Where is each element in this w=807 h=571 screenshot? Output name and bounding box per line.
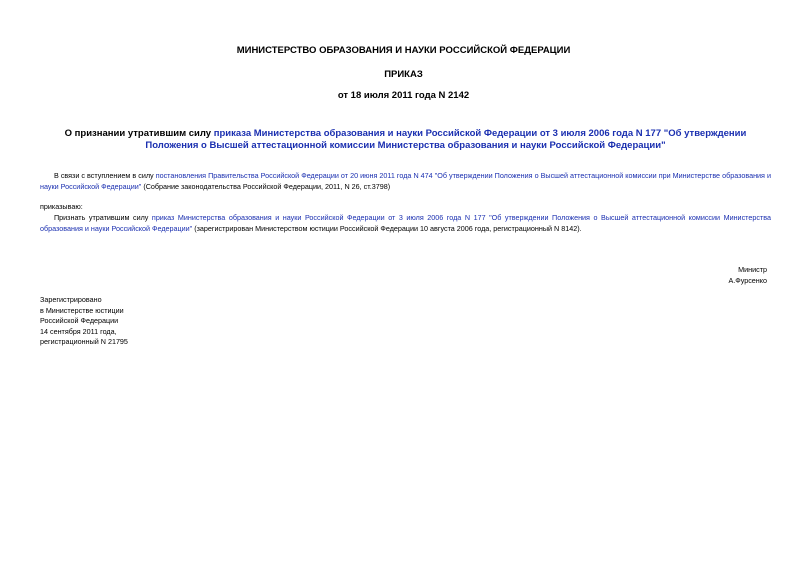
paragraph-basis-suffix: (Собрание законодательства Российской Федерации, 2011, N 26, ст.3798): [141, 182, 391, 191]
paragraph-basis: [40, 170, 771, 192]
paragraph-basis-prefix: В связи с вступлением в силу: [54, 171, 156, 180]
paragraph-order: [40, 212, 771, 234]
ministry-heading: МИНИСТЕРСТВО ОБРАЗОВАНИЯ И НАУКИ РОССИЙСКОЙ ФЕДЕРАЦИИ: [236, 45, 571, 56]
document-type: ПРИКАЗ: [384, 69, 423, 80]
signature-position: Министр: [738, 265, 767, 274]
signature-name: А.Фурсенко: [728, 276, 767, 285]
registration-line-4: 14 сентября 2011 года,: [40, 326, 117, 336]
registration-line-5: регистрационный N 21795: [40, 337, 128, 346]
government-decree-link[interactable]: постановления Правительства Российской Федерации от 20 июня 2011 года N 474 "Об утверждении Положения о Высшей аттестационной комиссии при Министерстве образования и науки Российской Федерации": [40, 171, 771, 191]
title-prefix: О признании утратившим силу: [64, 128, 214, 139]
paragraph-order-suffix: (зарегистрирован Министерством юстиции Российской Федерации 10 августа 2006 года, регистрационный N 8142).: [192, 224, 582, 233]
registration-line-2: в Министерстве юстиции: [40, 305, 124, 315]
revoked-order-link[interactable]: приказ Министерства образования и науки Российской Федерации от 3 июля 2006 года N 177 "Об утверждении Положения о Высшей аттестационной комиссии Министерства образования и науки Российской Федерации": [40, 213, 771, 233]
paragraph-order-prefix: Признать утратившим силу: [54, 213, 152, 222]
registration-line-1: Зарегистрировано: [40, 295, 102, 304]
document-date-number: от 18 июля 2011 года N 2142: [337, 90, 470, 101]
order-word: приказываю:: [40, 202, 83, 211]
signature-block: [728, 264, 767, 286]
registration-block: [40, 295, 128, 348]
registration-line-3: Российской Федерации: [40, 316, 119, 325]
document-title: [40, 128, 771, 152]
title-link[interactable]: приказа Министерства образования и науки Российской Федерации от 3 июля 2006 года N 177 "Об утверждении Положения о Высшей аттестационной комиссии Министерства образования и науки Российской Федерации": [145, 128, 747, 151]
